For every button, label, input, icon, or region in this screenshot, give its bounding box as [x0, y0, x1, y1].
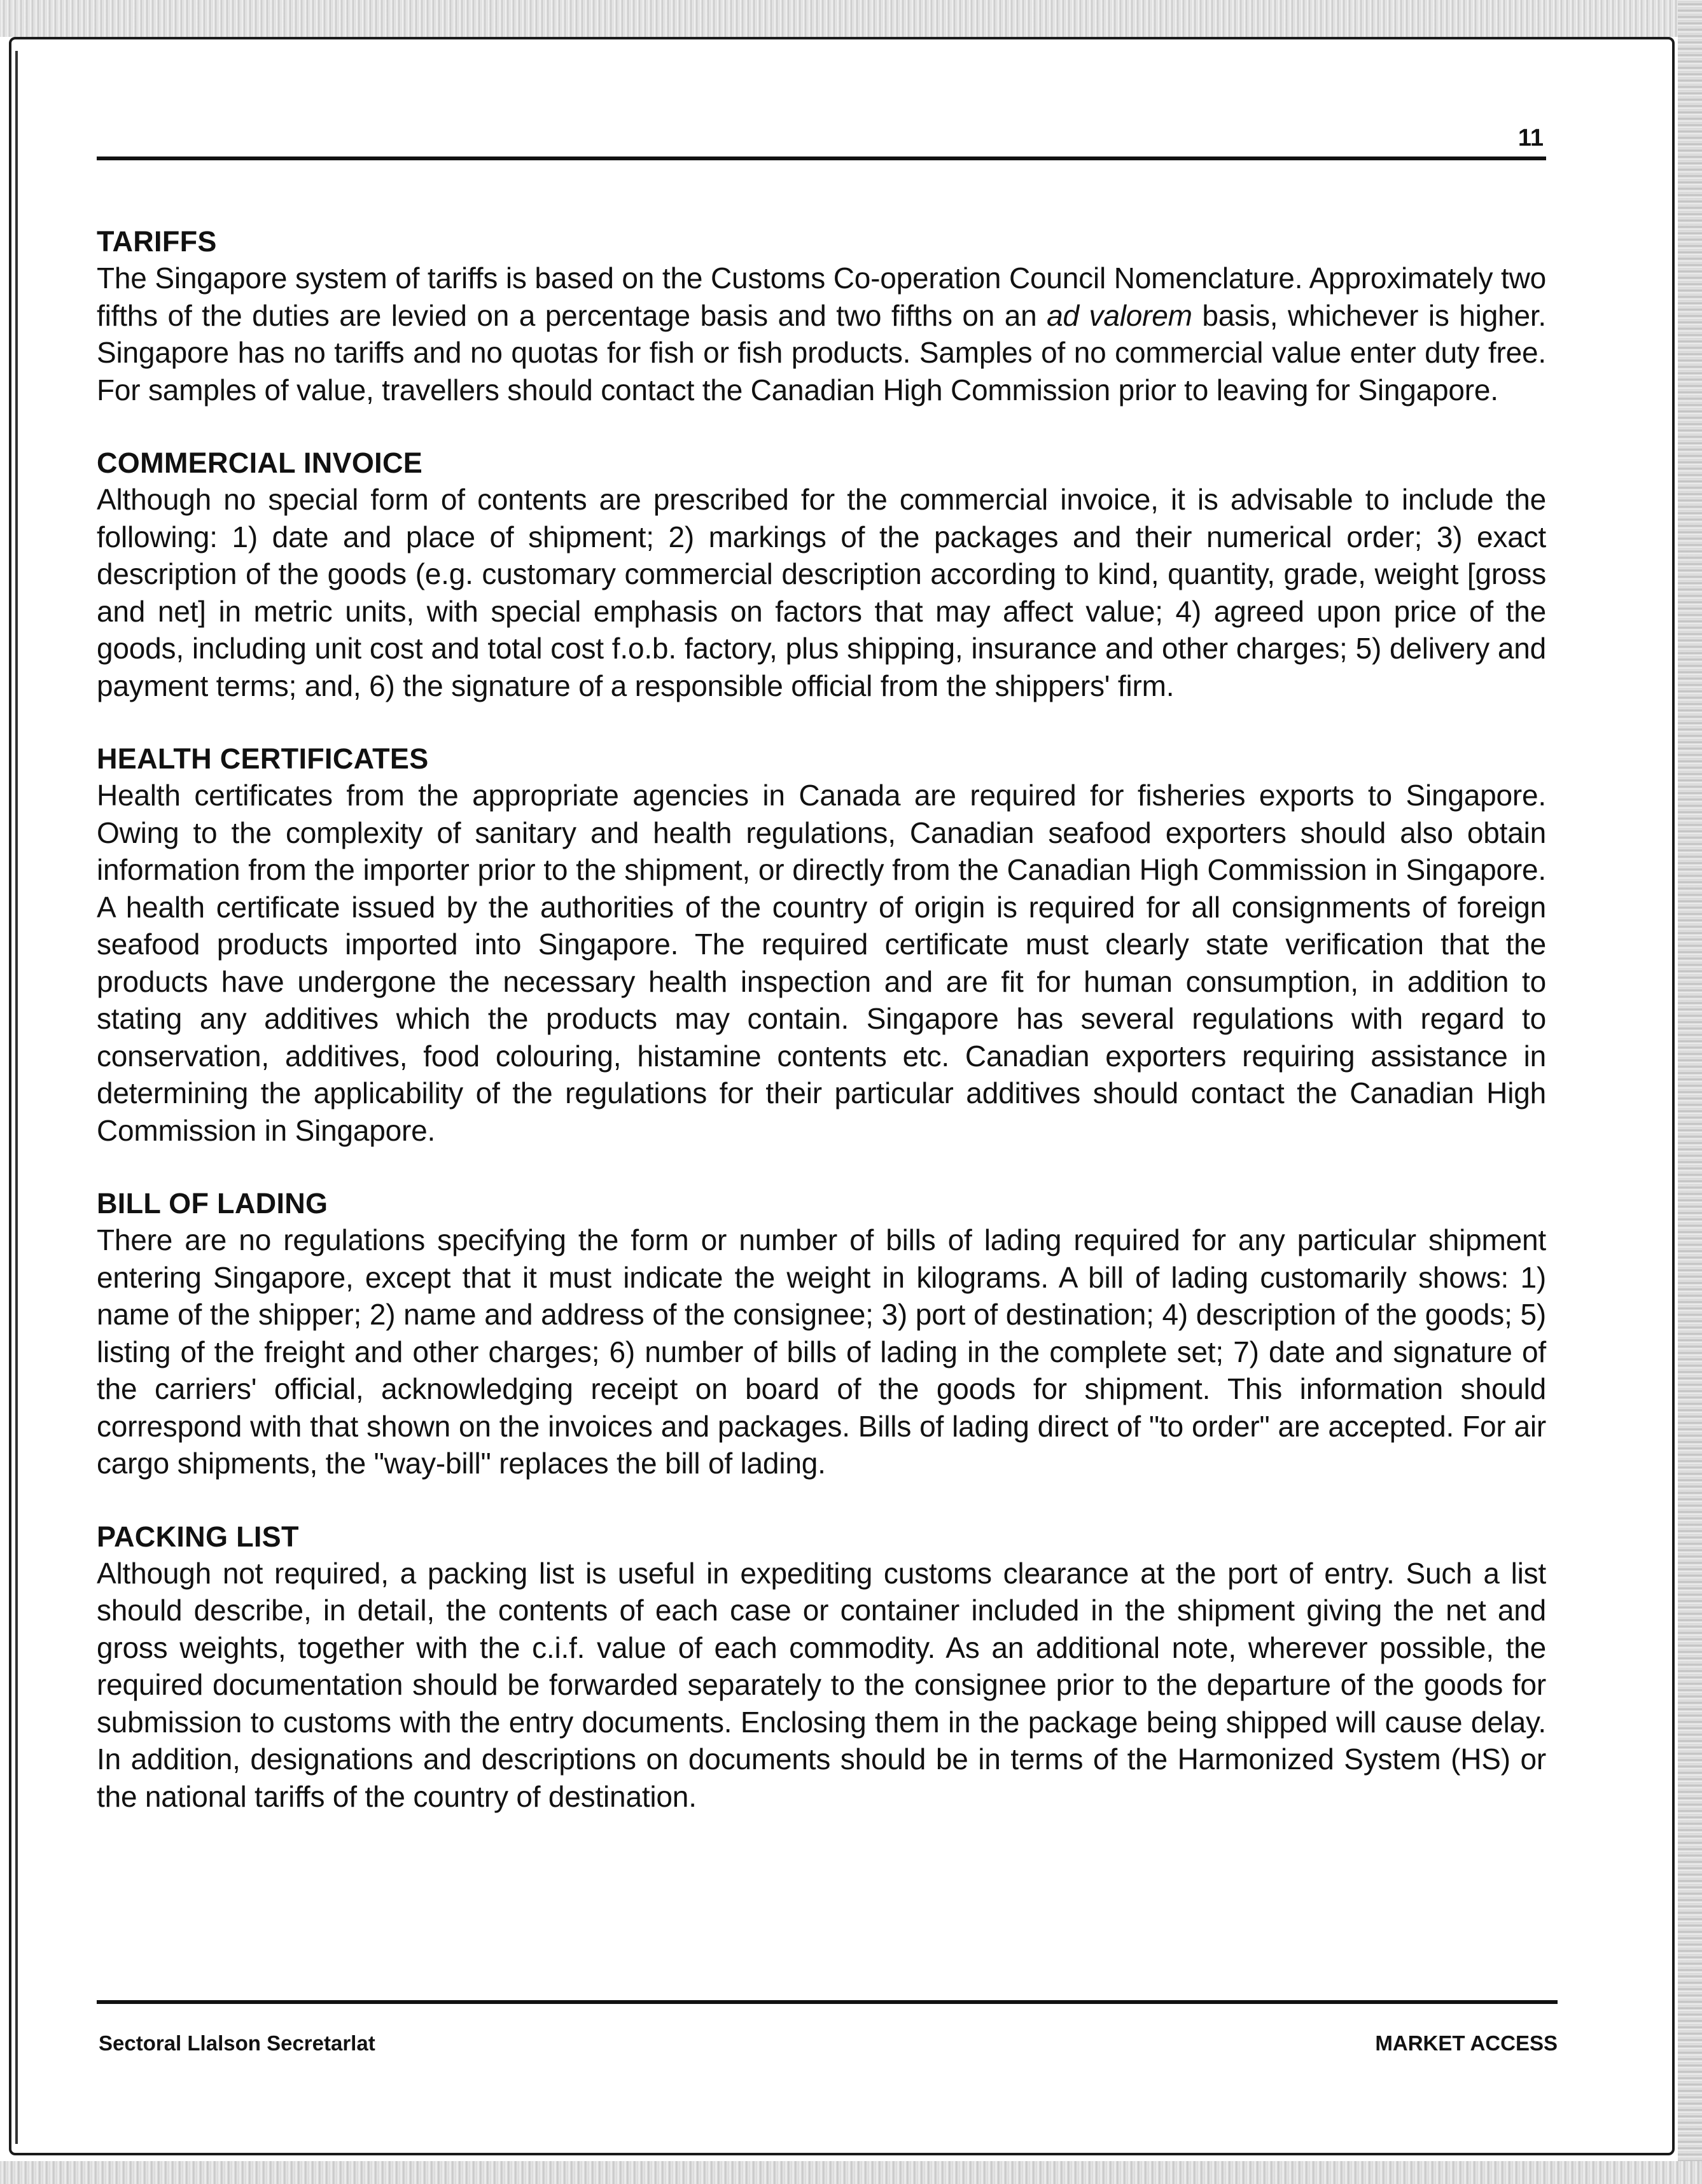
scan-noise-right: [1678, 0, 1702, 2184]
scan-noise-bottom: [0, 2161, 1702, 2184]
section-body: There are no regulations specifying the form or number of bills of lading required for any particular shipment entering Singapore, except that it must indicate the weight in kilograms. A bill of lading customarily shows: 1) name of the shipper; 2) name and address of the consignee; 3) port of destination; 4) description of the goods; 5) listing of the freight and other charges; 6) number of bills of lading in the complete set; 7) date and signature of the carriers' official, acknowledging receipt on board of the goods for shipment. This information should correspond with that shown on the invoices and packages. Bills of lading direct of "to order" are accepted. For air cargo shipments, the "way-bill" replaces the bill of lading.: [97, 1223, 1546, 1480]
italic-term: ad valorem: [1047, 298, 1192, 332]
text-run: basis, whichever is higher. Singapore has no tariffs and no quotas for fish or fish products. Samples of no commercial value enter duty free. For samples of value, travellers should contact the Canadian High Commission prior to leaving for Singapore.: [97, 298, 1546, 407]
section-heading: HEALTH CERTIFICATES: [97, 742, 429, 775]
section-heading: COMMERCIAL INVOICE: [97, 447, 423, 479]
text-run: The Singapore system of tariffs is based on the Customs Co-operation Council Nomenclature. Approximately two fifths of the duties are levied on a percentage basis and two fifths on an: [97, 261, 1546, 332]
section-body: Although not required, a packing list is useful in expediting customs clearance at the port of entry. Such a list should describe, in detail, the contents of each case or container included in the shipment giving the net and gross weights, together with the c.i.f. value of each commodity. As an additional note, wherever possible, the required documentation should be forwarded separately to the consignee prior to the departure of the goods for submission to customs with the entry documents. Enclosing them in the package being shipped will cause delay. In addition, designations and descriptions on documents should be in terms of the Harmonized System (HS) or the national tariffs of the country of destination.: [97, 1556, 1546, 1813]
document-body: [97, 224, 1546, 1852]
section-body: Health certificates from the appropriate agencies in Canada are required for fisheries exports to Singapore. Owing to the complexity of sanitary and health regulations, Canadian seafood exporters should also obtain information from the importer prior to the shipment, or directly from the Canadian High Commission in Singapore. A health certificate issued by the authorities of the country of origin is required for all consignments of foreign seafood products imported into Singapore. The required certificate must clearly state verification that the products have undergone the necessary health inspection and are fit for human consumption, in addition to stating any additives which the products may contain. Singapore has several regulations with regard to conservation, additives, food colouring, histamine contents etc. Canadian exporters requiring assistance in determining the applicability of the regulations for their particular additives should contact the Canadian High Commission in Singapore.: [97, 779, 1546, 1147]
section-heading: BILL OF LADING: [97, 1187, 328, 1220]
page-binding-edge: [15, 51, 18, 2144]
footer-rule: [97, 2000, 1558, 2004]
section-body: [97, 260, 1546, 408]
header-rule: [97, 156, 1546, 160]
section-heading: TARIFFS: [97, 225, 217, 258]
section-packing-list: [97, 1519, 1546, 1816]
section-bill-of-lading: [97, 1186, 1546, 1482]
section-health-certificates: [97, 741, 1546, 1149]
scan-noise-top: [0, 0, 1702, 37]
section-commercial-invoice: [97, 445, 1546, 704]
footer-organization: Sectoral Llalson Secretarlat: [99, 2031, 375, 2055]
section-tariffs: [97, 224, 1546, 408]
section-heading: PACKING LIST: [97, 1520, 299, 1553]
footer-section-title: MARKET ACCESS: [1375, 2031, 1558, 2055]
page-number: 11: [1517, 125, 1544, 151]
section-body: Although no special form of contents are prescribed for the commercial invoice, it is advisable to include the following: 1) date and place of shipment; 2) markings of the packages and their numerical order; 3) exact description of the goods (e.g. customary commercial description according to kind, quantity, grade, weight [gross and net] in metric units, with special emphasis on factors that may affect value; 4) agreed upon price of the goods, including unit cost and total cost f.o.b. factory, plus shipping, insurance and other charges; 5) delivery and payment terms; and, 6) the signature of a responsible official from the shippers' firm.: [97, 483, 1546, 702]
